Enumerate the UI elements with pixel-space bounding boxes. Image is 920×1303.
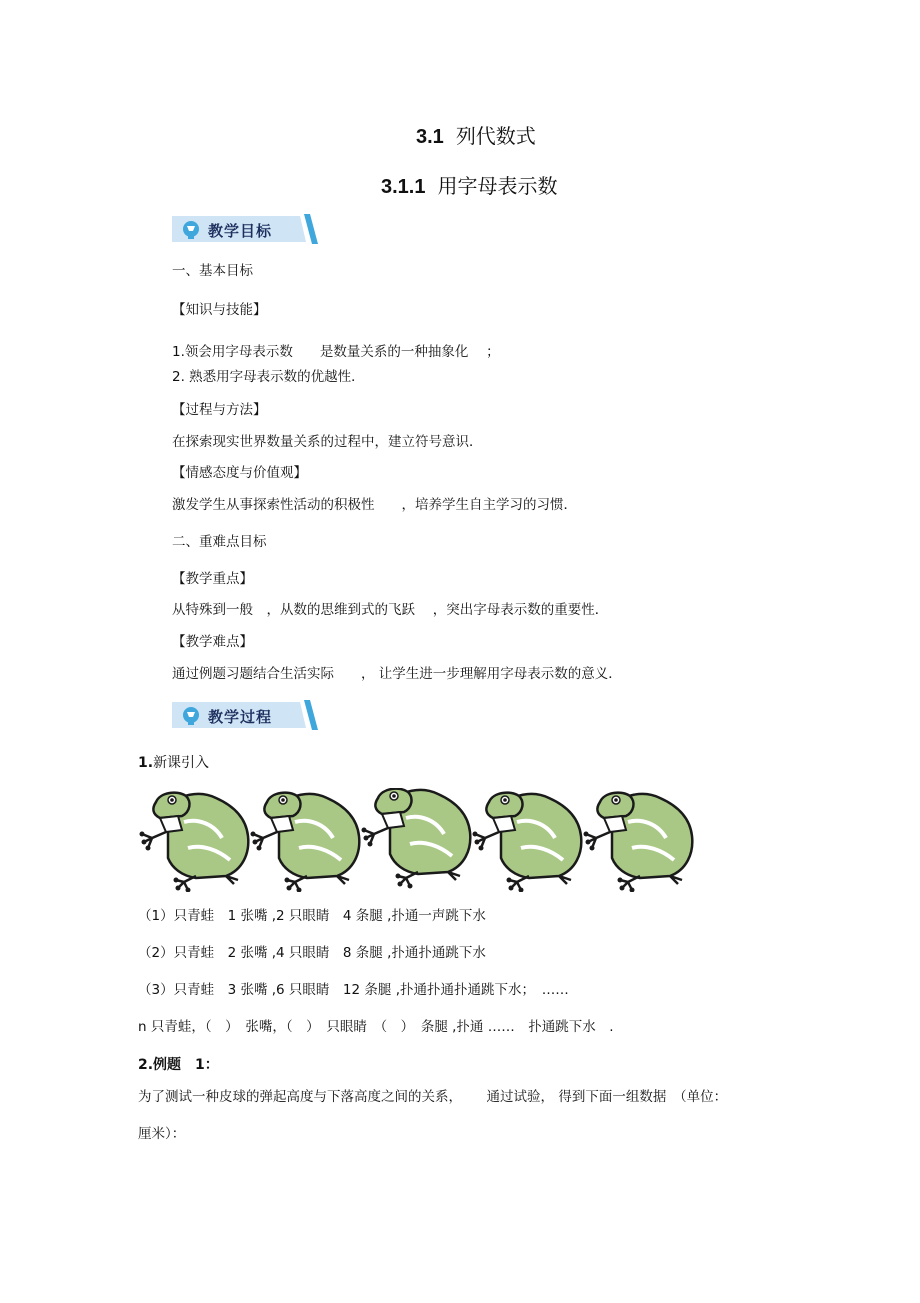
difficulty-text: 通过例题习题结合生活实际 ， 让学生进一步理解用字母表示数的意义． bbox=[172, 666, 622, 682]
frog-4 bbox=[473, 793, 582, 892]
title-number: 3.1 bbox=[416, 126, 444, 148]
process-banner bbox=[172, 700, 322, 730]
process-method-heading: 【过程与方法】 bbox=[172, 402, 267, 418]
goals-banner bbox=[172, 214, 322, 244]
difficulty-heading: 【教学难点】 bbox=[172, 634, 253, 650]
page-subtitle bbox=[381, 170, 557, 199]
page-title bbox=[416, 120, 536, 149]
frog-1 bbox=[140, 793, 249, 892]
subtitle-number: 3.1.1 bbox=[381, 176, 426, 198]
focus-heading: 【教学重点】 bbox=[172, 571, 253, 587]
knowledge-item-1: 1.领会用字母表示数 是数量关系的一种抽象化 ； bbox=[172, 344, 500, 360]
rhyme-line-4: n 只青蛙，（ ） 张嘴，（ ） 只眼睛 （ ） 条腿 ,扑通 …… 扑通跳下水 . bbox=[138, 1019, 614, 1035]
frogs-illustration bbox=[138, 788, 698, 892]
knowledge-item-2: 2. 熟悉用字母表示数的优越性． bbox=[172, 369, 365, 385]
emotion-heading: 【情感态度与价值观】 bbox=[172, 465, 307, 481]
title-text: 列代数式 bbox=[455, 124, 536, 148]
example-text-line-1: 为了测试一种皮球的弹起高度与下落高度之间的关系， 通过试验， 得到下面一组数据 （单位： bbox=[138, 1089, 728, 1105]
example-text-line-2: 厘米）： bbox=[138, 1126, 186, 1142]
process-method-text: 在探索现实世界数量关系的过程中，建立符号意识． bbox=[172, 434, 483, 450]
frog-2 bbox=[251, 793, 360, 892]
rhyme-line-2: （2）只青蛙 2 张嘴 ,4 只眼睛 8 条腿 ,扑通扑通跳下水 bbox=[138, 945, 486, 961]
intro-heading-number: 1. bbox=[138, 755, 154, 771]
emotion-text: 激发学生从事探索性活动的积极性 ，培养学生自主学习的习惯． bbox=[172, 497, 577, 513]
rhyme-line-1: （1）只青蛙 1 张嘴 ,2 只眼睛 4 条腿 ,扑通一声跳下水 bbox=[138, 908, 486, 924]
rhyme-line-3: （3）只青蛙 3 张嘴 ,6 只眼睛 12 条腿 ,扑通扑通扑通跳下水； …… bbox=[138, 982, 569, 998]
frog-3 bbox=[362, 789, 471, 889]
subtitle-text: 用字母表示数 bbox=[437, 174, 558, 198]
process-banner-label: 教学过程 bbox=[208, 708, 273, 726]
knowledge-heading: 【知识与技能】 bbox=[172, 302, 267, 318]
basic-goals-heading: 一、基本目标 bbox=[172, 263, 253, 279]
intro-heading-text: 新课引入 bbox=[153, 755, 210, 771]
intro-heading bbox=[138, 756, 209, 770]
example-heading: 2.例题 1： bbox=[138, 1057, 219, 1073]
focus-text: 从特殊到一般 ，从数的思维到式的飞跃 ，突出字母表示数的重要性． bbox=[172, 602, 609, 618]
goals-banner-label: 教学目标 bbox=[208, 222, 273, 240]
frog-5 bbox=[584, 793, 693, 892]
key-goals-heading: 二、重难点目标 bbox=[172, 534, 267, 550]
